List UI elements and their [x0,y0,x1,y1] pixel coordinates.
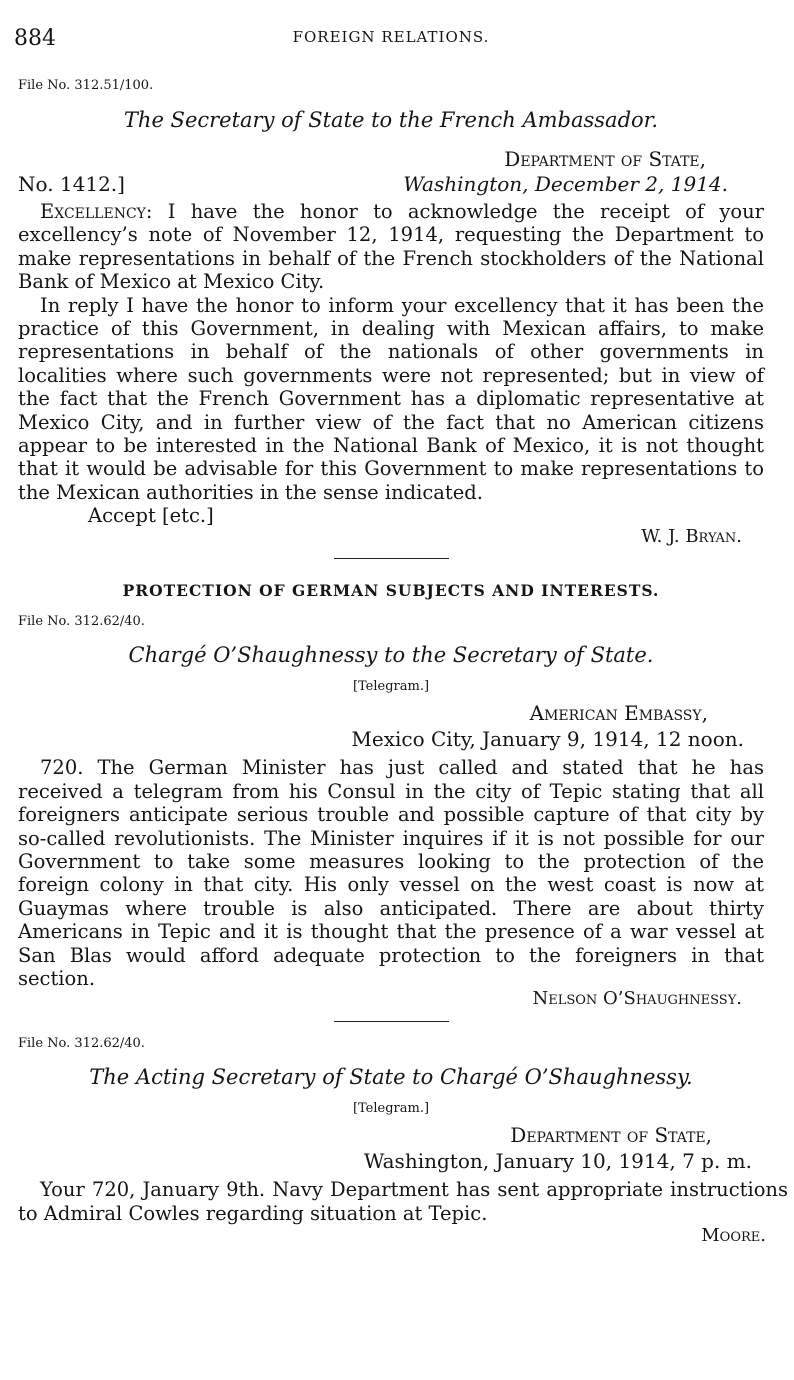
telegram-body: 720. The German Minister has just called and stated that he has received a telegram from his Consul in the city of Tepic stating that all foreigners anticipate serious trouble and possible capture of that city by so-called revolutionists. The Minister inquires if it is not possible for our Government to take some measures looking to the protection of the foreign colony in that city. His only vessel on the west coast is now at Guaymas where trouble is also anticipated. There are about thirty Americans in Tepic and it is thought that the presence of a war vessel at San Blas would afford adequate protection to the foreigners in that section. [18,756,764,990]
letter-paragraph: In reply I have the honor to inform your excellency that it has been the practice of this Government, in dealing with Mexican affairs, to make representations in behalf of the nationals of other governments in localities where such governments were not represented; but in view of the fact that the French Government has a diplomatic representative at Mexico City, and in further view of the fact that no American citizens appear to be interested in the National Bank of Mexico, it is not thought that it would be advisable for this Government to make representations to the Mexican authorities in the sense indicated. [18,293,764,504]
document-page [14,22,788,1247]
dispatch-number: No. 1412.] [18,172,125,196]
file-number: File No. 312.62/40. [18,1036,145,1052]
department-line: Department of State, [510,1123,712,1148]
letter-title: The Secretary of State to the French Ambassador. [123,108,659,132]
number-date-line [18,172,764,198]
section-heading: PROTECTION OF GERMAN SUBJECTS AND INTERESTS. [122,581,660,601]
closing-block [18,504,764,550]
file-number: File No. 312.62/40. [18,614,145,630]
telegram-label: [Telegram.] [352,679,430,695]
running-head: FOREIGN RELATIONS. [292,28,490,46]
paragraph-text: I have the honor to acknowledge the receipt of your excellency’s note of November 12, 1914, requesting the Department to make representations in behalf of the French stockholders of the National Bank of Mexico at Mexico City. [18,200,764,294]
place-date: Mexico City, January 9, 1914, 12 noon. [351,727,744,752]
divider [334,558,449,559]
letter-title: Chargé O’Shaughnessy to the Secretary of State. [128,643,654,668]
department-line: Department of State, [504,147,706,171]
signature: Moore. [701,1225,766,1247]
closing: Accept [etc.] [88,504,214,528]
page-number: 884 [14,26,56,51]
place-date: Washington, December 2, 1914. [403,172,728,196]
divider [334,1021,449,1022]
page-header [14,22,764,56]
letter-title: The Acting Secretary of State to Chargé O’Shaughnessy. [89,1065,693,1090]
file-number: File No. 312.51/100. [18,78,154,93]
salutation: Excellency: [40,200,153,223]
signature: W. J. Bryan. [641,526,742,548]
telegram-label: [Telegram.] [352,1101,430,1117]
telegram-body: Your 720, January 9th. Navy Department has sent appropriate instructions to Admiral Cowles regarding situation at Tepic. [18,1178,788,1225]
signature: Nelson O’Shaughnessy. [532,988,742,1010]
letter-paragraph [18,200,764,294]
place-date: Washington, January 10, 1914, 7 p. m. [363,1149,752,1174]
embassy-line: American Embassy, [529,701,708,726]
